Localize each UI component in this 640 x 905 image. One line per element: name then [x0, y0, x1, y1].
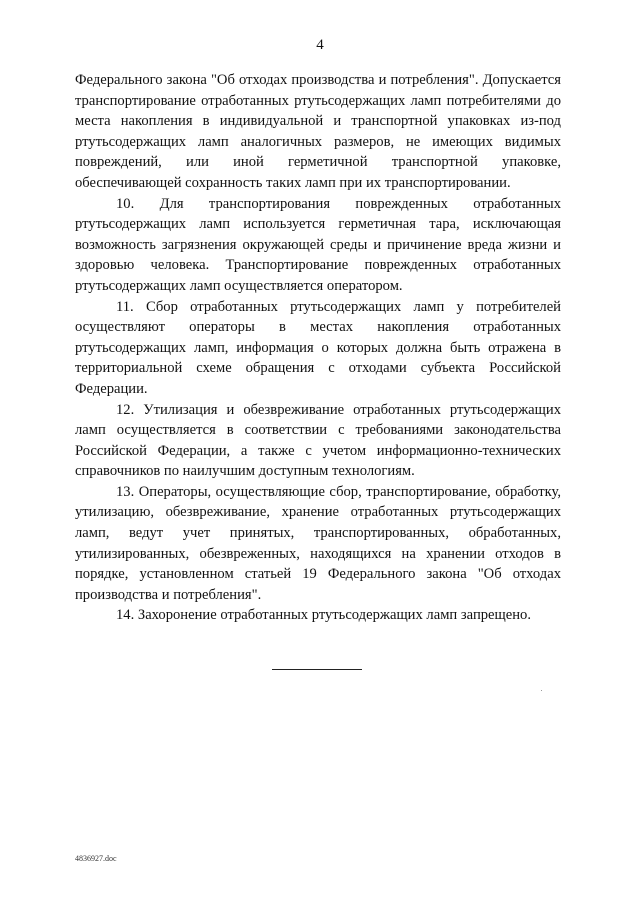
- paragraph-item-12: 12. Утилизация и обезвреживание отработанных ртутьсодержащих ламп осуществляется в соответствии с требованиями законодательства Российской Федерации, а также с учетом информационно-технических справочников по наилучшим доступным технологиям.: [75, 401, 561, 480]
- paragraph-item-11: 11. Сбор отработанных ртутьсодержащих ламп у потребителей осуществляют операторы в местах накопления отработанных ртутьсодержащих ламп, информация о которых должна быть отражена в территориальной схеме обращения с отходами субъекта Российской Федерации.: [75, 298, 561, 397]
- footer-file-code: 4836927.doc: [75, 854, 117, 863]
- end-of-document-rule: [272, 669, 362, 670]
- paragraph-item-13: 13. Операторы, осуществляющие сбор, транспортирование, обработку, утилизацию, обезвреживание, хранение отработанных ртутьсодержащих ламп, ведут учет принятых, транспортированных, обработанных, утилизированных, обезвреженных, находящихся на хранении отходов в порядке, установленном статьей 19 Федерального закона "Об отходах производства и потребления".: [75, 483, 561, 603]
- scan-speck: [541, 690, 542, 691]
- page-number: 4: [316, 37, 324, 53]
- paragraph-continuation: Федерального закона "Об отходах производства и потребления". Допускается транспортирование отработанных ртутьсодержащих ламп потребителями до места накопления в индивидуальной и транспортной упаковках из-под ртутьсодержащих ламп аналогичных размеров, не имеющих видимых повреждений, или иной герметичной транспортной упаковке, обеспечивающей сохранность таких ламп при их транспортировании.: [75, 72, 561, 191]
- paragraph-item-14: 14. Захоронение отработанных ртутьсодержащих ламп запрещено.: [116, 607, 531, 624]
- document-body: [75, 70, 561, 626]
- paragraph-item-10: 10. Для транспортирования поврежденных отработанных ртутьсодержащих ламп используется герметичная тара, исключающая возможность загрязнения окружающей среды и причинение вреда жизни и здоровью человека. Транспортирование поврежденных отработанных ртутьсодержащих ламп осуществляется оператором.: [75, 195, 561, 294]
